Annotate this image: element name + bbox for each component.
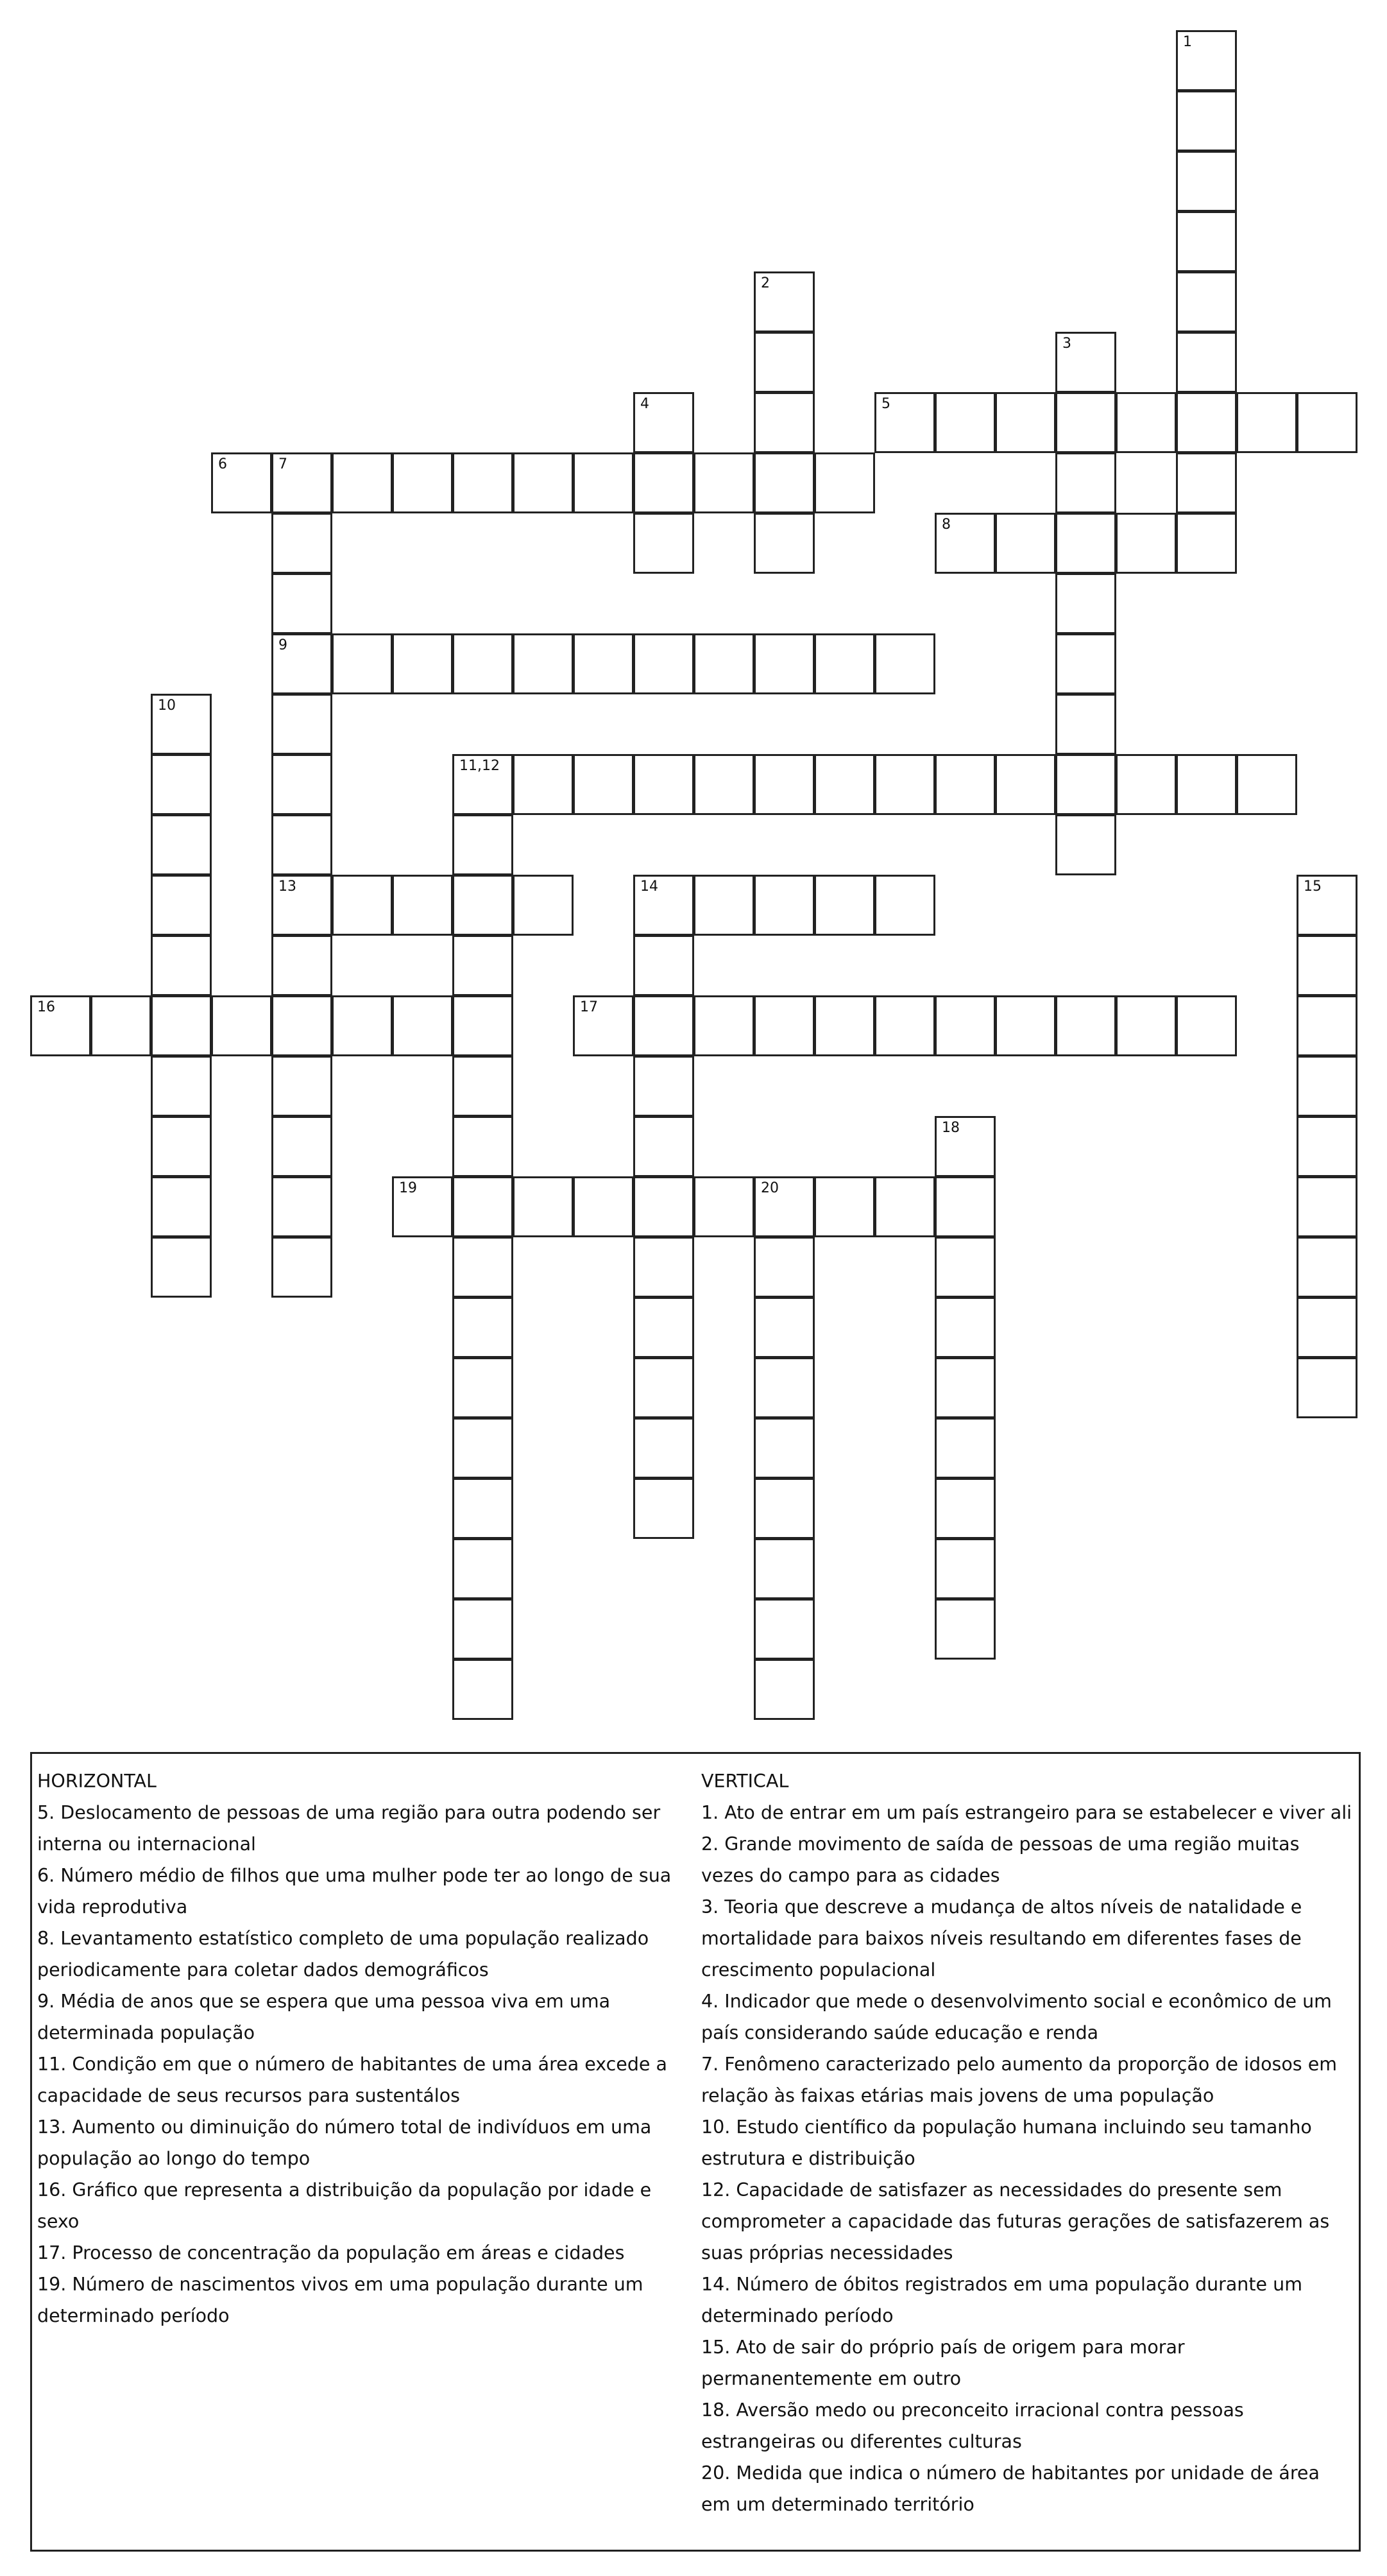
- crossword-cell[interactable]: [1176, 30, 1237, 91]
- crossword-cell[interactable]: [694, 875, 754, 936]
- crossword-cell[interactable]: [874, 633, 935, 694]
- crossword-cell[interactable]: [1176, 271, 1237, 332]
- vertical-clue: 15. Ato de sair do próprio país de origem para morar permanentemente em outro: [701, 2337, 1185, 2389]
- crossword-cell[interactable]: [452, 814, 513, 875]
- crossword-cell[interactable]: [392, 452, 453, 513]
- crossword-cell[interactable]: [452, 1116, 513, 1177]
- crossword-cell[interactable]: [995, 513, 1056, 574]
- crossword-cell[interactable]: [814, 452, 875, 513]
- crossword-cell[interactable]: [452, 1478, 513, 1539]
- crossword-cell[interactable]: [452, 1237, 513, 1298]
- crossword-cell[interactable]: [151, 935, 212, 996]
- clue-number: 18: [942, 1120, 960, 1136]
- crossword-cell[interactable]: [392, 1176, 453, 1237]
- crossword-cell[interactable]: [513, 875, 574, 936]
- crossword-cell[interactable]: [874, 754, 935, 815]
- crossword-cell[interactable]: [1236, 392, 1297, 453]
- crossword-cell[interactable]: [452, 1538, 513, 1599]
- crossword-cell[interactable]: [30, 995, 91, 1056]
- crossword-cell[interactable]: [1236, 754, 1297, 815]
- crossword-cell[interactable]: [1116, 754, 1177, 815]
- clue-number: 2: [761, 275, 770, 291]
- crossword-cell[interactable]: [271, 875, 332, 936]
- crossword-cell[interactable]: [271, 1176, 332, 1237]
- crossword-cell[interactable]: [935, 1237, 996, 1298]
- crossword-cell[interactable]: [1176, 332, 1237, 393]
- crossword-cell[interactable]: [211, 995, 272, 1056]
- vertical-clue: 10. Estudo científico da população humana incluindo seu tamanho estrutura e distribuição: [701, 2117, 1312, 2169]
- crossword-cell[interactable]: [271, 452, 332, 513]
- crossword-cell[interactable]: [1116, 513, 1177, 574]
- crossword-cell[interactable]: [452, 754, 513, 815]
- crossword-cell[interactable]: [1116, 392, 1177, 453]
- crossword-cell[interactable]: [754, 995, 815, 1056]
- crossword-cell[interactable]: [694, 1176, 754, 1237]
- crossword-cell[interactable]: [1055, 573, 1116, 634]
- crossword-cell[interactable]: [935, 392, 996, 453]
- crossword-cell[interactable]: [1176, 151, 1237, 212]
- crossword-cell[interactable]: [935, 995, 996, 1056]
- crossword-cell[interactable]: [151, 995, 212, 1056]
- crossword-cell[interactable]: [271, 633, 332, 694]
- crossword-cell[interactable]: [1055, 513, 1116, 574]
- crossword-cell[interactable]: [1176, 211, 1237, 272]
- crossword-cell[interactable]: [754, 271, 815, 332]
- crossword-cell[interactable]: [271, 935, 332, 996]
- crossword-cell[interactable]: [754, 332, 815, 393]
- crossword-cell[interactable]: [1176, 452, 1237, 513]
- crossword-cell[interactable]: [935, 513, 996, 574]
- crossword-cell[interactable]: [151, 1176, 212, 1237]
- crossword-cell[interactable]: [874, 392, 935, 453]
- crossword-cell[interactable]: [754, 452, 815, 513]
- horizontal-clue: 17. Processo de concentração da população em áreas e cidades: [37, 2242, 625, 2263]
- crossword-cell[interactable]: [211, 452, 272, 513]
- clue-number: 20: [761, 1180, 779, 1196]
- horizontal-clue: 11. Condição em que o número de habitantes de uma área excede a capacidade de seus recursos para sustentálos: [37, 2054, 667, 2106]
- vertical-clue: 18. Aversão medo ou preconceito irracional contra pessoas estrangeiras ou diferentes culturas: [701, 2400, 1244, 2452]
- crossword-cell[interactable]: [392, 995, 453, 1056]
- crossword-cell[interactable]: [332, 875, 393, 936]
- crossword-cell[interactable]: [513, 1176, 574, 1237]
- crossword-cell[interactable]: [935, 1478, 996, 1539]
- crossword-cell[interactable]: [814, 1176, 875, 1237]
- crossword-cell[interactable]: [332, 633, 393, 694]
- crossword-cell[interactable]: [754, 1478, 815, 1539]
- crossword-cell[interactable]: [1055, 814, 1116, 875]
- crossword-cell[interactable]: [271, 694, 332, 755]
- crossword-cell[interactable]: [633, 1237, 694, 1298]
- crossword-cell[interactable]: [1297, 1357, 1357, 1418]
- crossword-cell[interactable]: [754, 633, 815, 694]
- crossword-cell[interactable]: [995, 392, 1056, 453]
- crossword-cell[interactable]: [754, 1659, 815, 1720]
- crossword-cell[interactable]: [332, 995, 393, 1056]
- crossword-cell[interactable]: [1055, 392, 1116, 453]
- crossword-cell[interactable]: [633, 513, 694, 574]
- crossword-cell[interactable]: [633, 1297, 694, 1358]
- crossword-cell[interactable]: [1176, 995, 1237, 1056]
- crossword-cell[interactable]: [1055, 694, 1116, 755]
- crossword-cell[interactable]: [935, 1418, 996, 1479]
- crossword-cell[interactable]: [513, 754, 574, 815]
- crossword-cell[interactable]: [694, 633, 754, 694]
- crossword-cell[interactable]: [452, 1176, 513, 1237]
- crossword-cell[interactable]: [995, 754, 1056, 815]
- crossword-cell[interactable]: [874, 875, 935, 936]
- crossword-cell[interactable]: [754, 754, 815, 815]
- crossword-cell[interactable]: [633, 1176, 694, 1237]
- crossword-cell[interactable]: [1176, 754, 1237, 815]
- clue-number: 1: [1183, 34, 1192, 50]
- crossword-cell[interactable]: [332, 452, 393, 513]
- crossword-cell[interactable]: [995, 995, 1056, 1056]
- vertical-clue: 14. Número de óbitos registrados em uma população durante um determinado período: [701, 2274, 1302, 2326]
- vertical-clue: 1. Ato de entrar em um país estrangeiro para se estabelecer e viver ali: [701, 1802, 1352, 1823]
- crossword-cell[interactable]: [151, 754, 212, 815]
- crossword-cell[interactable]: [754, 392, 815, 453]
- crossword-cell[interactable]: [1055, 452, 1116, 513]
- crossword-cell[interactable]: [1297, 875, 1357, 936]
- vertical-clue: 12. Capacidade de satisfazer as necessidades do presente sem comprometer a capacidade das futuras gerações de satisfazerem as suas próprias necessidades: [701, 2179, 1330, 2263]
- clue-number: 11,12: [459, 758, 500, 774]
- crossword-cell[interactable]: [633, 392, 694, 453]
- crossword-cell[interactable]: [271, 513, 332, 574]
- crossword-cell[interactable]: [633, 1056, 694, 1117]
- crossword-cell[interactable]: [452, 935, 513, 996]
- crossword-cell[interactable]: [814, 754, 875, 815]
- crossword-cell[interactable]: [452, 452, 513, 513]
- crossword-cell[interactable]: [1297, 1116, 1357, 1177]
- clue-number: 5: [881, 396, 890, 412]
- clue-number: 8: [942, 517, 951, 533]
- crossword-cell[interactable]: [452, 1659, 513, 1720]
- crossword-cell[interactable]: [1116, 995, 1177, 1056]
- crossword-cell[interactable]: [452, 1599, 513, 1660]
- vertical-clue: 4. Indicador que mede o desenvolvimento social e econômico de um país considerando saúde educação e renda: [701, 1991, 1332, 2043]
- crossword-cell[interactable]: [151, 1056, 212, 1117]
- horizontal-clue: 9. Média de anos que se espera que uma pessoa viva em uma determinada população: [37, 1991, 611, 2043]
- crossword-cell[interactable]: [392, 633, 453, 694]
- crossword-cell[interactable]: [1055, 995, 1116, 1056]
- crossword-cell[interactable]: [633, 935, 694, 996]
- crossword-cell[interactable]: [271, 995, 332, 1056]
- crossword-cell[interactable]: [754, 1599, 815, 1660]
- crossword-cell[interactable]: [754, 1297, 815, 1358]
- crossword-cell[interactable]: [271, 814, 332, 875]
- crossword-cell[interactable]: [573, 995, 634, 1056]
- crossword-cell[interactable]: [754, 513, 815, 574]
- crossword-cell[interactable]: [633, 1418, 694, 1479]
- clue-number: 7: [278, 456, 287, 472]
- crossword-cell[interactable]: [633, 754, 694, 815]
- crossword-cell[interactable]: [1297, 392, 1357, 453]
- crossword-cell[interactable]: [754, 1237, 815, 1298]
- crossword-cell[interactable]: [90, 995, 151, 1056]
- vertical-clue: 3. Teoria que descreve a mudança de altos níveis de natalidade e mortalidade para baixos níveis resultando em diferentes fases de crescimento populacional: [701, 1896, 1302, 1980]
- crossword-cell[interactable]: [814, 995, 875, 1056]
- crossword-cell[interactable]: [694, 754, 754, 815]
- horizontal-clues: [37, 1765, 676, 2331]
- crossword-cell[interactable]: [452, 875, 513, 936]
- vertical-clues: [701, 1765, 1352, 2520]
- crossword-cell[interactable]: [633, 1116, 694, 1177]
- clue-number: 13: [278, 879, 296, 895]
- clue-number: 14: [640, 879, 658, 895]
- crossword-cell[interactable]: [633, 1478, 694, 1539]
- clue-number: 9: [278, 637, 287, 653]
- crossword-cell[interactable]: [814, 633, 875, 694]
- crossword-cell[interactable]: [874, 995, 935, 1056]
- crossword-cell[interactable]: [392, 875, 453, 936]
- clue-number: 3: [1062, 336, 1071, 352]
- crossword-cell[interactable]: [452, 1418, 513, 1479]
- crossword-cell[interactable]: [452, 1297, 513, 1358]
- crossword-cell[interactable]: [151, 814, 212, 875]
- crossword-cell[interactable]: [573, 754, 634, 815]
- crossword-cell[interactable]: [513, 452, 574, 513]
- crossword-cell[interactable]: [452, 1056, 513, 1117]
- crossword-cell[interactable]: [633, 995, 694, 1056]
- crossword-cell[interactable]: [1297, 1056, 1357, 1117]
- clues-panel: [30, 1752, 1361, 2552]
- crossword-cell[interactable]: [935, 1116, 996, 1177]
- crossword-cell[interactable]: [935, 1599, 996, 1660]
- crossword-cell[interactable]: [633, 1357, 694, 1418]
- crossword-cell[interactable]: [754, 1418, 815, 1479]
- crossword-cell[interactable]: [633, 633, 694, 694]
- crossword-cell[interactable]: [573, 633, 634, 694]
- clue-number: 19: [399, 1180, 417, 1196]
- crossword-cell[interactable]: [874, 1176, 935, 1237]
- crossword-cell[interactable]: [151, 694, 212, 755]
- crossword-cell[interactable]: [271, 754, 332, 815]
- crossword-cell[interactable]: [573, 452, 634, 513]
- crossword-cell[interactable]: [1297, 935, 1357, 996]
- crossword-cell[interactable]: [271, 1056, 332, 1117]
- clue-number: 16: [37, 999, 55, 1015]
- crossword-cell[interactable]: [754, 1176, 815, 1237]
- crossword-cell[interactable]: [1297, 1237, 1357, 1298]
- crossword-cell[interactable]: [1055, 633, 1116, 694]
- clue-number: 15: [1304, 879, 1322, 895]
- crossword-cell[interactable]: [271, 1116, 332, 1177]
- horizontal-heading: HORIZONTAL: [37, 1771, 157, 1792]
- horizontal-clue: 8. Levantamento estatístico completo de uma população realizado periodicamente para coletar dados demográficos: [37, 1928, 649, 1980]
- horizontal-clue: 5. Deslocamento de pessoas de uma região para outra podendo ser interna ou internacional: [37, 1802, 661, 1855]
- horizontal-clue: 13. Aumento ou diminuição do número total de indivíduos em uma população ao longo do tempo: [37, 2117, 652, 2169]
- crossword-cell[interactable]: [754, 1538, 815, 1599]
- clue-number: 6: [218, 456, 227, 472]
- crossword-cell[interactable]: [1055, 754, 1116, 815]
- horizontal-clue: 6. Número médio de filhos que uma mulher pode ter ao longo de sua vida reprodutiva: [37, 1865, 672, 1918]
- clue-number: 10: [158, 698, 176, 714]
- crossword-cell[interactable]: [452, 1357, 513, 1418]
- crossword-cell[interactable]: [271, 1237, 332, 1298]
- crossword-cell[interactable]: [1297, 1176, 1357, 1237]
- horizontal-clue: 19. Número de nascimentos vivos em uma população durante um determinado período: [37, 2274, 643, 2326]
- clue-number: 17: [580, 999, 598, 1015]
- crossword-cell[interactable]: [452, 995, 513, 1056]
- crossword-cell[interactable]: [151, 1237, 212, 1298]
- crossword-cell[interactable]: [1176, 513, 1237, 574]
- crossword-cell[interactable]: [935, 1176, 996, 1237]
- vertical-heading: VERTICAL: [701, 1771, 789, 1792]
- vertical-clue: 7. Fenômeno caracterizado pelo aumento da proporção de idosos em relação às faixas etárias mais jovens de uma população: [701, 2054, 1338, 2106]
- crossword-cell[interactable]: [1176, 392, 1237, 453]
- crossword-cell[interactable]: [633, 875, 694, 936]
- clue-number: 4: [640, 396, 649, 412]
- crossword-cell[interactable]: [452, 633, 513, 694]
- crossword-cell[interactable]: [754, 875, 815, 936]
- crossword-cell[interactable]: [1055, 332, 1116, 393]
- crossword-cell[interactable]: [633, 452, 694, 513]
- vertical-clue: 2. Grande movimento de saída de pessoas de uma região muitas vezes do campo para as cidades: [701, 1833, 1300, 1886]
- crossword-cell[interactable]: [694, 452, 754, 513]
- crossword-cell[interactable]: [1297, 1297, 1357, 1358]
- crossword-cell[interactable]: [935, 754, 996, 815]
- crossword-cell[interactable]: [1176, 90, 1237, 151]
- crossword-cell[interactable]: [754, 1357, 815, 1418]
- crossword-cell[interactable]: [935, 1357, 996, 1418]
- crossword-cell[interactable]: [694, 995, 754, 1056]
- crossword-cell[interactable]: [1297, 995, 1357, 1056]
- crossword-cell[interactable]: [271, 573, 332, 634]
- crossword-cell[interactable]: [935, 1538, 996, 1599]
- crossword-cell[interactable]: [814, 875, 875, 936]
- crossword-cell[interactable]: [573, 1176, 634, 1237]
- horizontal-clue: 16. Gráfico que representa a distribuição da população por idade e sexo: [37, 2179, 652, 2232]
- crossword-cell[interactable]: [151, 875, 212, 936]
- crossword-cell[interactable]: [151, 1116, 212, 1177]
- crossword-cell[interactable]: [513, 633, 574, 694]
- vertical-clue: 20. Medida que indica o número de habitantes por unidade de área em um determinado território: [701, 2462, 1320, 2515]
- crossword-cell[interactable]: [935, 1297, 996, 1358]
